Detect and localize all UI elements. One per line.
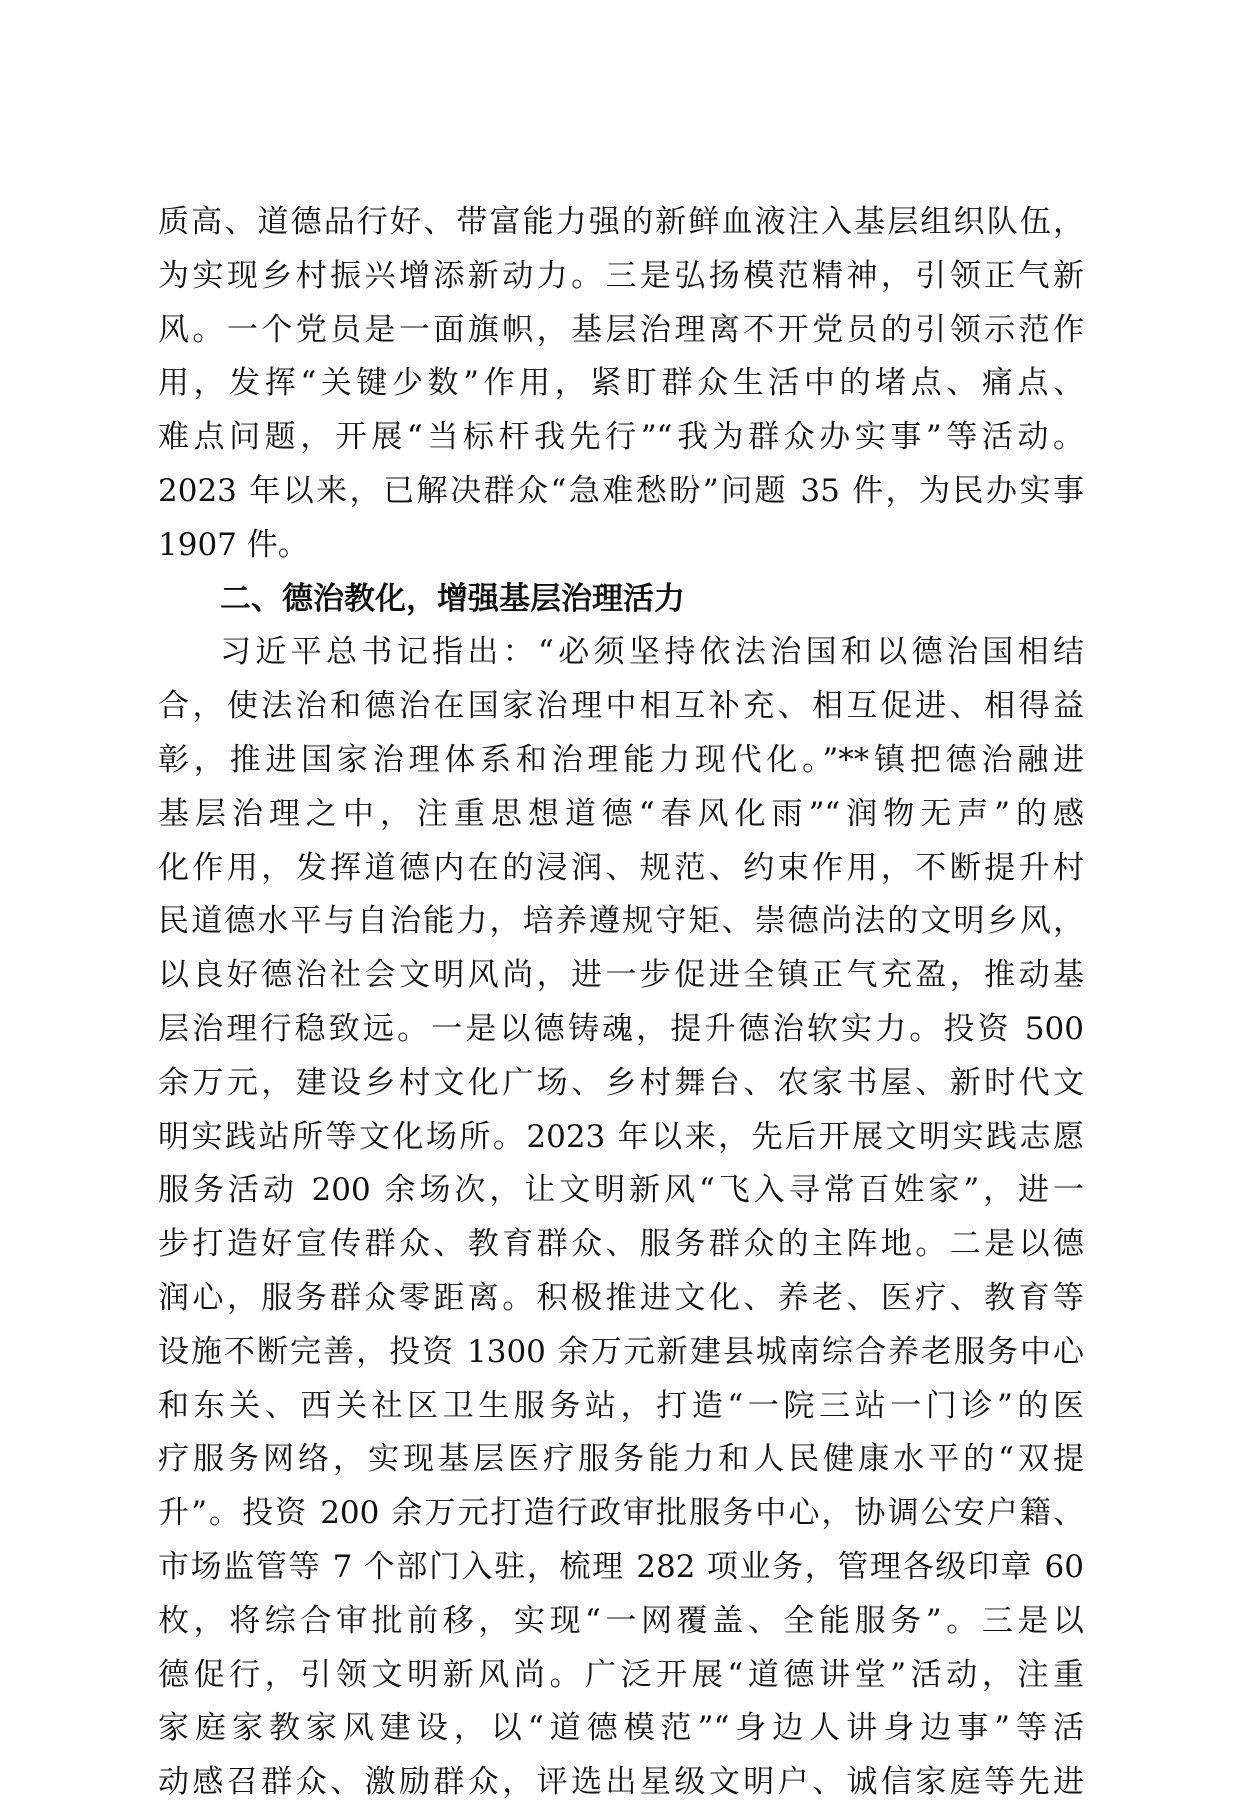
text-line: 余万元，建设乡村文化广场、乡村舞台、农家书屋、新时代文 [158, 1064, 1084, 1101]
text-line: 枚，将综合审批前移，实现“一网覆盖、全能服务”。三是以 [158, 1602, 1084, 1639]
text-line: 风。一个党员是一面旗帜，基层治理离不开党员的引领示范作 [158, 311, 1084, 348]
text-line: 疗服务网络，实现基层医疗服务能力和人民健康水平的“双提 [158, 1441, 1084, 1478]
text-line: 1907 件。 [158, 526, 309, 563]
text-line: 彰，推进国家治理体系和治理能力现代化。”**镇把德治融进 [158, 741, 1084, 778]
text-line: 合，使法治和德治在国家治理中相互补充、相互促进、相得益 [158, 688, 1084, 725]
paragraph-party-members [158, 196, 1084, 573]
text-line: 动感召群众、激励群众，评选出星级文明户、诚信家庭等先进 [158, 1764, 1084, 1801]
text-line: 步打造好宣传群众、教育群众、服务群众的主阵地。二是以德 [158, 1226, 1084, 1263]
text-line: 德促行，引领文明新风尚。广泛开展“道德讲堂”活动，注重 [158, 1656, 1084, 1693]
text-line: 基层治理之中，注重思想道德“春风化雨”“润物无声”的感 [158, 795, 1084, 832]
text-line: 和东关、西关社区卫生服务站，打造“一院三站一门诊”的医 [158, 1387, 1084, 1424]
text-line: 以良好德治社会文明风尚，进一步促进全镇正气充盈，推动基 [158, 957, 1084, 994]
text-line: 难点问题，开展“当标杆我先行”“我为群众办实事”等活动。 [158, 419, 1084, 456]
text-line: 习近平总书记指出：“必须坚持依法治国和以德治国相结 [220, 634, 1084, 671]
text-line: 润心，服务群众零距离。积极推进文化、养老、医疗、教育等 [158, 1279, 1084, 1316]
text-line: 化作用，发挥道德内在的浸润、规范、约束作用，不断提升村 [158, 849, 1084, 886]
text-line: 升”。投资 200 余万元打造行政审批服务中心，协调公安户籍、 [158, 1495, 1084, 1532]
section-heading: 二、德治教化，增强基层治理活力 [220, 580, 685, 617]
text-line: 民道德水平与自治能力，培养遵规守矩、崇德尚法的文明乡风， [158, 903, 1084, 940]
text-line: 设施不断完善，投资 1300 余万元新建县城南综合养老服务中心 [158, 1333, 1084, 1370]
text-line: 2023 年以来，已解决群众“急难愁盼”问题 35 件，为民办实事 [158, 472, 1084, 509]
text-line: 服务活动 200 余场次，让文明新风“飞入寻常百姓家”，进一 [158, 1172, 1084, 1209]
text-line: 为实现乡村振兴增添新动力。三是弘扬模范精神，引领正气新 [158, 257, 1084, 294]
document-body [158, 196, 1084, 1810]
text-line: 家庭家教家风建设，以“道德模范”“身边人讲身边事”等活 [158, 1710, 1084, 1747]
paragraph-moral-governance [158, 626, 1084, 1810]
text-line: 明实践站所等文化场所。2023 年以来，先后开展文明实践志愿 [158, 1118, 1084, 1155]
text-line: 层治理行稳致远。一是以德铸魂，提升德治软实力。投资 500 [158, 1010, 1084, 1047]
text-line: 市场监管等 7 个部门入驻，梳理 282 项业务，管理各级印章 60 [158, 1548, 1084, 1585]
text-line: 用，发挥“关键少数”作用，紧盯群众生活中的堵点、痛点、 [158, 365, 1084, 402]
text-line: 质高、道德品行好、带富能力强的新鲜血液注入基层组织队伍， [158, 204, 1084, 240]
